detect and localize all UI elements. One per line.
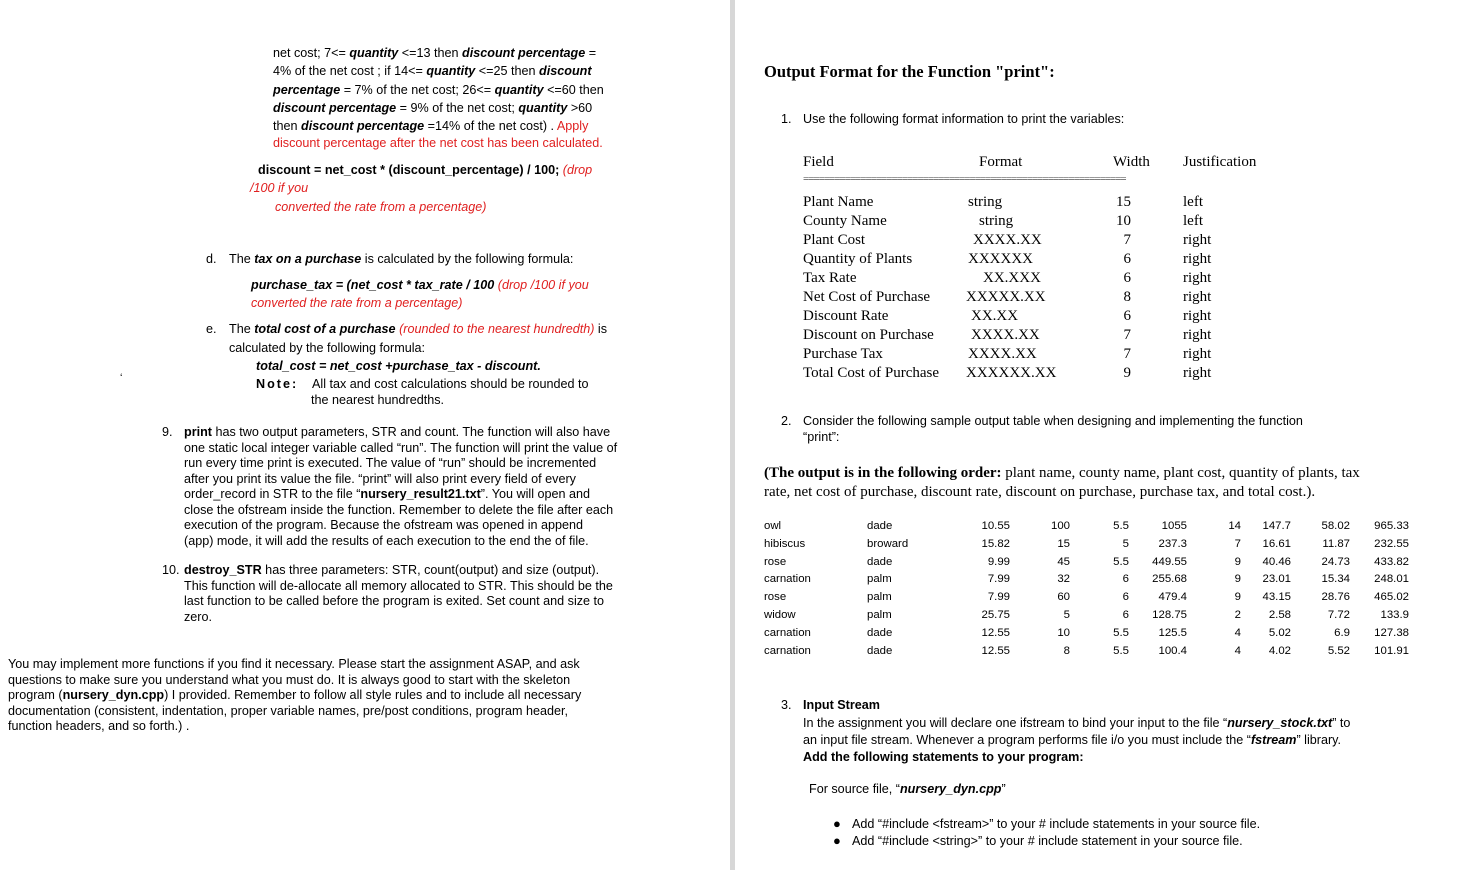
format-justification: right (1183, 365, 1212, 381)
discount-rule-line (273, 44, 653, 62)
discount-rule-segment: = (585, 46, 597, 60)
sample-cell: 12.55 (981, 626, 1010, 639)
closing-line: You may implement more functions if you find it necessary. Please start the assignment ASAP, and ask (8, 657, 580, 671)
sample-cell: 6 (1122, 573, 1129, 586)
sample-cell: 58.02 (1321, 520, 1350, 532)
sample-cell: dade (867, 626, 893, 639)
format-width: 8 (1123, 289, 1131, 305)
item-e-pre: The (229, 322, 255, 336)
format-field: Quantity of Plants (803, 251, 913, 267)
sample-cell: 232.55 (1374, 537, 1409, 550)
format-spec: string (979, 213, 1014, 229)
format-field: Discount on Purchase (803, 327, 934, 343)
sample-cell: 4.02 (1268, 644, 1291, 657)
sample-cell: 2.58 (1268, 609, 1291, 621)
sample-cell: dade (867, 555, 893, 568)
sample-cell: 9 (1234, 555, 1241, 568)
format-justification: right (1183, 308, 1212, 324)
item-10-line: last function to be called before the program is exited. Set count and size to (184, 594, 605, 608)
sample-cell: 12.55 (981, 644, 1010, 657)
format-field: Tax Rate (803, 270, 857, 286)
item-d-em: tax on a purchase (254, 252, 362, 266)
sample-cell: 9.99 (987, 555, 1010, 568)
bullet-text-2: Add “#include <string>” to your # include statement in your source file. (852, 834, 1243, 848)
sample-cell: 24.73 (1321, 555, 1350, 568)
source-file-line (809, 782, 1006, 796)
tax-formula: purchase_tax = (net_cost * tax_rate / 100 (251, 278, 495, 292)
sample-cell: 133.9 (1380, 609, 1409, 621)
discount-rule-line (273, 62, 653, 80)
format-spec: XXXXXX (968, 251, 1033, 267)
format-spec: XX.XXX (983, 270, 1041, 286)
discount-rule-segment: =14% of the net cost) . (424, 119, 557, 134)
sample-cell: 9 (1234, 591, 1241, 604)
discount-rule-segment: quantity (494, 82, 544, 97)
format-field: Plant Name (803, 194, 874, 210)
format-spec: XXXX.XX (971, 327, 1040, 343)
discount-rule-segment: discount percentage (462, 46, 586, 60)
item-9-line: run every time print is executed. The value of “run” should be incremented (184, 456, 597, 470)
item-d-post: is calculated by the following formula: (361, 252, 574, 266)
format-justification: right (1183, 327, 1212, 343)
step-2-number: 2. (781, 414, 792, 428)
format-width: 15 (1116, 194, 1131, 210)
item-10-number: 10. (162, 563, 180, 577)
discount-rule-segment: = 7% of the net cost; 26<= (340, 82, 495, 97)
output-order-text-1: plant name, county name, plant cost, quantity of plants, tax (1001, 465, 1360, 481)
format-field: Total Cost of Purchase (803, 365, 940, 381)
closing-line: function headers, and so forth.) . (8, 719, 190, 733)
item-9-line: print has two output parameters, STR and count. The function will also have (184, 425, 611, 439)
item-9-line: close the ofstream inside the function. Remember to delete the file after each (184, 502, 614, 517)
sample-cell: 15 (1057, 537, 1070, 550)
discount-rule-segment: >60 (567, 100, 593, 115)
sample-cell: 5 (1122, 537, 1129, 550)
step-3-line-1-em: nursery_stock.txt (1227, 716, 1333, 730)
sample-cell: 1055 (1161, 520, 1187, 532)
bullet-text-1: Add “#include <fstream>” to your # include statements in your source file. (852, 817, 1261, 831)
item-e-text (229, 322, 607, 336)
format-justification: right (1183, 346, 1212, 362)
sample-cell: 100.4 (1158, 644, 1187, 657)
discount-rule-segment: quantity (426, 64, 476, 79)
discount-rule-segment: quantity (518, 100, 568, 115)
sample-cell: 23.01 (1262, 573, 1291, 586)
format-width: 6 (1123, 251, 1131, 267)
sample-cell: 7 (1234, 537, 1241, 550)
closing-paragraph (8, 657, 581, 735)
sample-cell: 4 (1234, 644, 1241, 657)
source-post: ” (1001, 782, 1006, 796)
sample-cell: 15.82 (981, 537, 1010, 550)
sample-cell: 5.52 (1327, 644, 1350, 657)
discount-rule-line (273, 81, 653, 99)
format-spec: XXXX.XX (968, 346, 1037, 362)
item-10-body (184, 563, 613, 625)
output-format-heading: Output Format for the Function "print": (764, 62, 1055, 81)
item-9-number: 9. (162, 425, 173, 439)
format-width: 6 (1123, 308, 1131, 324)
note-text-1: All tax and cost calculations should be rounded to (312, 377, 589, 391)
format-table-rule: ============================================================== (803, 173, 1126, 185)
discount-rule-segment: = 9% of the net cost; (396, 100, 519, 115)
sample-cell: widow (764, 609, 796, 621)
sample-cell: 248.01 (1374, 573, 1409, 586)
discount-rule-segment: Apply (556, 119, 589, 134)
sample-cell: 9 (1234, 573, 1241, 586)
sample-cell: 965.33 (1374, 520, 1409, 532)
step-3-line-2-em: fstream (1250, 733, 1297, 747)
sample-cell: broward (867, 537, 909, 550)
discount-rule-segment: <=13 then (398, 46, 463, 60)
output-order-line-2: rate, net cost of purchase, discount rate, discount on purchase, purchase tax, and total cost.). (764, 484, 1316, 500)
sample-cell: palm (867, 609, 892, 621)
discount-rule-segment: then (273, 119, 302, 134)
step-3-line-1-pre: In the assignment you will declare one ifstream to bind your input to the file “ (803, 716, 1228, 730)
item-9-body (184, 425, 617, 549)
sample-cell: 5.5 (1113, 644, 1129, 657)
sample-cell: palm (867, 591, 892, 604)
format-justification: right (1183, 270, 1212, 286)
sample-cell: 25.75 (981, 609, 1010, 621)
sample-cell: 45 (1057, 555, 1070, 568)
step-3-line-2-pre: an input file stream. Whenever a program performs file i/o you must include the “ (803, 733, 1251, 747)
format-field: Purchase Tax (803, 346, 883, 362)
sample-cell: dade (867, 644, 893, 657)
discount-note-2: /100 if you (250, 181, 309, 195)
sample-cell: 5 (1063, 609, 1070, 621)
format-field: Plant Cost (803, 232, 866, 248)
format-spec: string (968, 194, 1003, 210)
discount-formula: discount = net_cost * (discount_percentage) / 100; (258, 163, 560, 177)
sample-cell: 10 (1057, 626, 1070, 639)
step-3-line-1-post: ” to (1332, 716, 1351, 730)
tax-note-2: converted the rate from a percentage) (251, 296, 463, 310)
sample-cell: 6 (1122, 609, 1129, 621)
closing-line: program (nursery_dyn.cpp) I provided. Remember to follow all style rules and to include all necessary (8, 688, 582, 702)
discount-rule-segment: discount percentage (301, 119, 425, 134)
step-1-number: 1. (781, 112, 792, 126)
sample-cell: 28.76 (1321, 591, 1350, 604)
sample-cell: 255.68 (1152, 573, 1187, 586)
sample-cell: 127.38 (1374, 626, 1409, 639)
item-9-line: (app) mode, it will add the results of each execution to the end the of file. (184, 533, 589, 548)
sample-cell: carnation (764, 644, 811, 657)
discount-rule-segment: <=60 then (543, 82, 604, 97)
sample-cell: dade (867, 520, 893, 532)
discount-rule-segment: quantity (349, 46, 399, 60)
header-format: Format (979, 154, 1023, 170)
step-3-line-3: Add the following statements to your program: (803, 750, 1084, 764)
format-justification: left (1183, 213, 1203, 229)
step-3-number: 3. (781, 698, 792, 712)
item-9-line: after you print its value the file. “print” will also print every field of every (184, 471, 576, 486)
sample-cell: 32 (1057, 573, 1070, 586)
sample-cell: 479.4 (1158, 591, 1187, 604)
sample-cell: 2 (1234, 609, 1241, 621)
format-spec: XX.XX (971, 308, 1019, 324)
note-text-2: the nearest hundredths. (311, 393, 445, 407)
discount-note-3: converted the rate from a percentage) (275, 200, 487, 214)
sample-cell: 4 (1234, 626, 1241, 639)
tax-note-1: (drop /100 if you (497, 278, 589, 292)
item-9-line: one static local integer variable called “run”. The function will print the value of (184, 440, 618, 455)
item-d-label: d. (206, 252, 217, 266)
discount-rule-segment: net cost; 7<= (273, 46, 350, 60)
header-justification: Justification (1183, 154, 1257, 170)
item-9-line: execution of the program. Because the ofstream was opened in append (184, 518, 584, 532)
step-3-line-1 (803, 716, 1350, 730)
sample-cell: 125.5 (1158, 626, 1187, 639)
format-justification: right (1183, 251, 1212, 267)
discount-rule-segment: 4% of the net cost ; if 14<= (273, 64, 427, 79)
sample-cell: 11.87 (1322, 537, 1350, 550)
sample-cell: 6 (1122, 591, 1129, 604)
sample-cell: rose (764, 591, 787, 604)
sample-cell: 433.82 (1374, 555, 1409, 568)
format-field: Net Cost of Purchase (803, 289, 931, 305)
sample-cell: 10.55 (981, 520, 1010, 532)
discount-formula-line (258, 163, 592, 177)
format-justification: right (1183, 289, 1212, 305)
output-order-label: (The output is in the following order: (764, 465, 1002, 481)
sample-cell: 100 (1050, 520, 1070, 532)
sample-cell: 6.9 (1334, 626, 1350, 639)
discount-rules-block (273, 44, 653, 135)
sample-cell: 7.99 (987, 591, 1010, 604)
source-pre: For source file, “ (809, 782, 900, 796)
item-d-text (229, 252, 573, 266)
format-field: Discount Rate (803, 308, 889, 324)
format-width: 10 (1116, 213, 1131, 229)
format-justification: right (1183, 232, 1212, 248)
sample-cell: 237.3 (1158, 537, 1187, 550)
sample-cell: 5.5 (1113, 626, 1129, 639)
header-field: Field (803, 154, 834, 170)
sample-cell: 7.72 (1327, 609, 1350, 621)
item-e-red: (rounded to the nearest hundredth) (395, 322, 595, 336)
sample-cell: rose (764, 555, 787, 568)
source-em: nursery_dyn.cpp (899, 782, 1002, 796)
step-2-text-2: “print”: (803, 430, 840, 444)
step-1-text: Use the following format information to print the variables: (803, 112, 1125, 126)
format-justification: left (1183, 194, 1203, 210)
format-spec: XXXX.XX (973, 232, 1042, 248)
item-10-line: zero. (184, 609, 212, 624)
sample-cell: 40.46 (1262, 555, 1291, 568)
item-e-text-2: calculated by the following formula: (229, 341, 426, 355)
output-order-line-1 (764, 465, 1360, 482)
sample-cell: 465.02 (1374, 591, 1409, 604)
sample-cell: 5.5 (1113, 520, 1129, 532)
bullet-dot: ● (833, 816, 841, 831)
item-10-line: destroy_STR has three parameters: STR, count(output) and size (output). (184, 563, 600, 577)
item-e-em: total cost of a purchase (254, 322, 396, 336)
sample-cell: 147.7 (1262, 520, 1291, 532)
sample-cell: carnation (764, 626, 811, 639)
discount-note-1: (drop (562, 163, 593, 177)
step-3-line-2-post: ” library. (1296, 733, 1342, 747)
step-2-text-1: Consider the following sample output table when designing and implementing the function (803, 414, 1303, 428)
discount-rule-segment: discount percentage (273, 100, 397, 115)
sample-cell: carnation (764, 573, 811, 586)
discount-rule-line (273, 117, 653, 135)
format-width: 7 (1123, 346, 1131, 362)
sample-cell: 5.02 (1268, 626, 1291, 639)
item-d-pre: The (229, 252, 255, 266)
sample-cell: 8 (1063, 644, 1070, 657)
format-width: 7 (1123, 232, 1131, 248)
sample-cell: owl (764, 520, 782, 532)
sample-cell: palm (867, 573, 892, 586)
sample-cell: 128.75 (1152, 609, 1187, 621)
closing-line: documentation (consistent, indentation, proper variable names, pre/post conditions, program header, (8, 703, 569, 718)
format-width: 7 (1123, 327, 1131, 343)
sample-cell: 43.15 (1262, 591, 1291, 604)
sample-cell: 7.99 (987, 573, 1010, 586)
discount-rule-segment: <=25 then (475, 64, 540, 79)
item-e-post: is (594, 322, 608, 336)
page-divider (730, 0, 735, 870)
discount-rule-line (273, 99, 653, 117)
step-3-line-2 (803, 733, 1341, 747)
note-label: Note: (256, 377, 299, 391)
sample-cell: 5.5 (1113, 555, 1129, 568)
sample-cell: 14 (1228, 520, 1241, 532)
sample-cell: 449.55 (1152, 555, 1187, 568)
discount-rule-segment: percentage (273, 82, 341, 97)
total-cost-formula: total_cost = net_cost +purchase_tax - discount. (256, 359, 541, 373)
item-9-line: order_record in STR to the file “nursery_result21.txt”. You will open and (184, 487, 591, 501)
step-3-title: Input Stream (803, 698, 880, 712)
format-width: 9 (1123, 365, 1131, 381)
format-width: 6 (1123, 270, 1131, 286)
item-10-line: This function will de-allocate all memory allocated to STR. This should be the (184, 578, 613, 593)
format-field: County Name (803, 213, 887, 229)
format-spec: XXXXXX.XX (966, 365, 1057, 381)
item-e-label: e. (206, 322, 217, 336)
format-spec: XXXXX.XX (966, 289, 1046, 305)
discount-rule-segment: discount (539, 64, 592, 79)
closing-line: questions to make sure you understand what you must do. It is always good to start with the skeleton (8, 672, 571, 687)
sample-cell: 15.34 (1321, 573, 1350, 586)
sample-cell: hibiscus (764, 537, 806, 550)
sample-cell: 16.61 (1262, 537, 1291, 550)
discount-red-note: discount percentage after the net cost has been calculated. (273, 136, 603, 150)
sample-cell: 60 (1057, 591, 1070, 604)
sample-cell: 101.91 (1374, 644, 1409, 657)
tax-formula-line (251, 278, 589, 292)
stray-mark: ‘ (120, 372, 123, 384)
bullet-dot: ● (833, 833, 841, 848)
header-width: Width (1113, 154, 1150, 170)
